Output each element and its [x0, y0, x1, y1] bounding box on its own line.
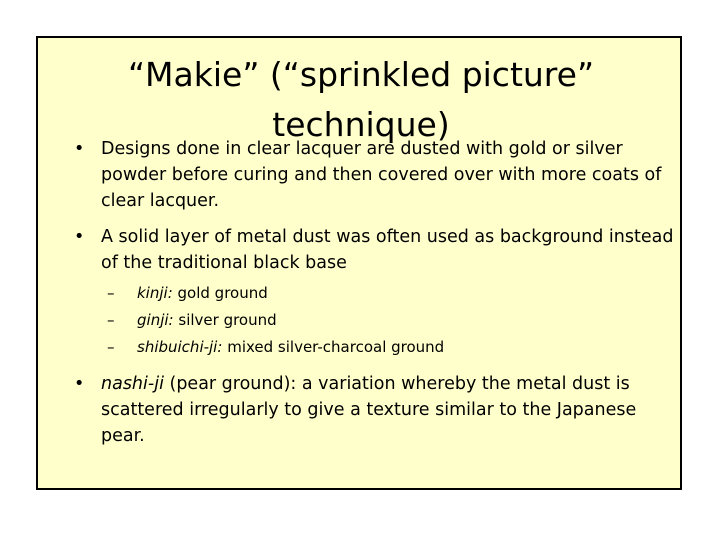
term: nashi-ji	[101, 374, 164, 394]
bullet-item-1	[74, 136, 674, 214]
title-line-1: “Makie” (“sprinkled picture”	[127, 55, 595, 94]
bullet-text: Designs done in clear lacquer are dusted with gold or silver powder before curing and then covered over with more coats of clear lacquer.	[101, 139, 662, 211]
term: ginji:	[137, 311, 174, 329]
bullet-item-2	[74, 224, 674, 361]
term: kinji:	[137, 284, 173, 302]
term: shibuichi-ji:	[137, 338, 223, 356]
bullet-item-3	[74, 371, 674, 449]
sub-bullet-marker: –	[107, 311, 115, 329]
term-description: silver ground	[178, 311, 277, 329]
sub-bullet-item	[101, 307, 674, 334]
bullet-marker: •	[74, 227, 85, 247]
term-description: mixed silver-charcoal ground	[227, 338, 445, 356]
bullet-list	[74, 136, 674, 459]
sub-bullet-list	[101, 280, 674, 361]
term-description: gold ground	[177, 284, 268, 302]
sub-bullet-marker: –	[107, 284, 115, 302]
slide	[36, 36, 682, 490]
bullet-text: (pear ground): a variation whereby the metal dust is scattered irregularly to give a texture similar to the Japanese pear.	[101, 374, 637, 446]
sub-bullet-item	[101, 334, 674, 361]
slide-title	[38, 50, 684, 150]
title-line-2: technique)	[272, 105, 450, 144]
sub-bullet-marker: –	[107, 338, 115, 356]
bullet-marker: •	[74, 374, 85, 394]
sub-bullet-item	[101, 280, 674, 307]
bullet-marker: •	[74, 139, 85, 159]
bullet-text: A solid layer of metal dust was often used as background instead of the traditional black base	[101, 227, 674, 273]
